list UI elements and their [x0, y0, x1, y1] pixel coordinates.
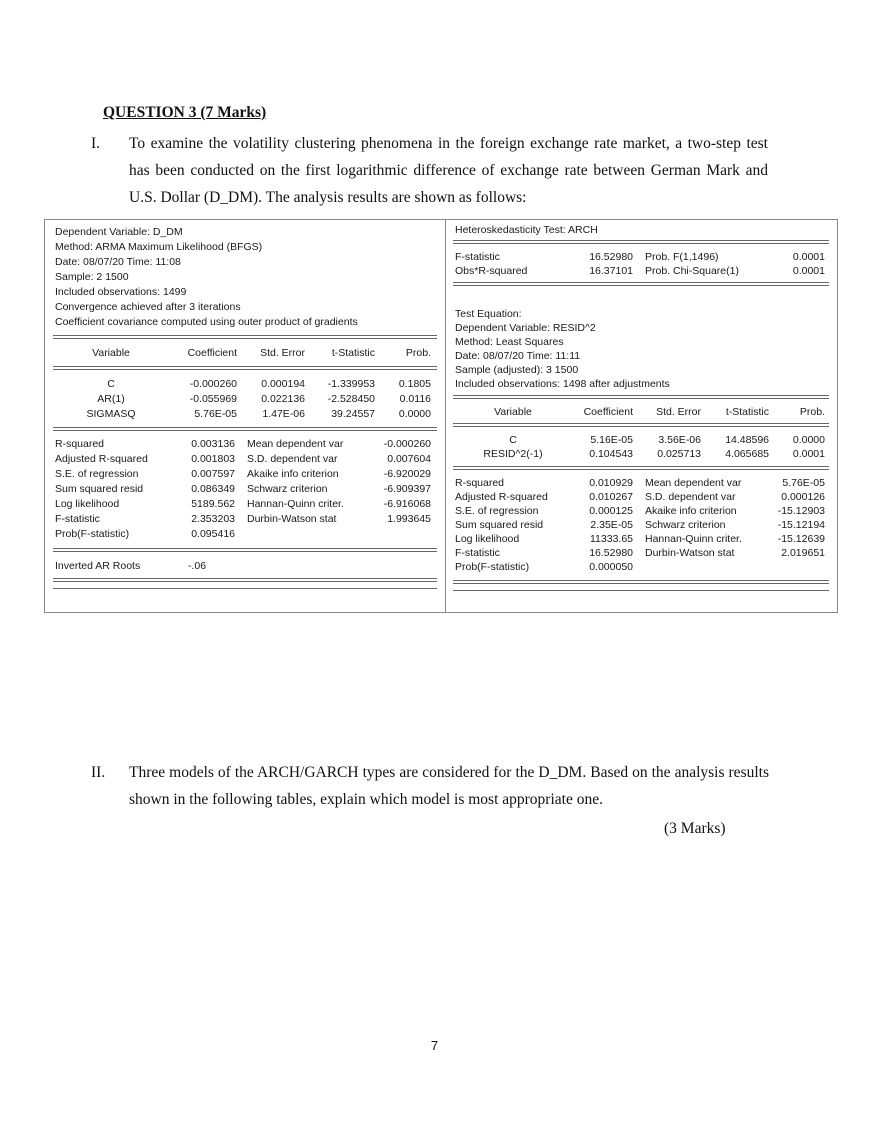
rule [53, 335, 437, 339]
stat-label: Adjusted R-squared [455, 491, 548, 503]
part-1-number: I. [91, 135, 101, 152]
stat-value: -6.916068 [383, 498, 431, 510]
stat-value: -15.12639 [777, 533, 825, 545]
test-value: 16.52980 [589, 251, 633, 263]
right-header-line: Date: 08/07/20 Time: 11:11 [455, 350, 581, 362]
cell: 4.065685 [725, 448, 769, 460]
arch-test-title: Heteroskedasticity Test: ARCH [455, 224, 598, 236]
stat-label: Hannan-Quinn criter. [247, 498, 344, 510]
right-header-line: Included observations: 1498 after adjustments [455, 378, 670, 390]
cell: 3.56E-06 [658, 434, 701, 446]
rule [453, 590, 829, 591]
cell: -2.528450 [327, 393, 375, 405]
stat-label: F-statistic [455, 547, 500, 559]
cell: C [107, 378, 115, 390]
cell: -0.055969 [189, 393, 237, 405]
cell: AR(1) [97, 393, 125, 405]
left-header-line: Convergence achieved after 3 iterations [55, 301, 241, 313]
stat-value: 2.353203 [191, 513, 235, 525]
stat-value: -6.909397 [383, 483, 431, 495]
stat-value: 0.010929 [589, 477, 633, 489]
cell: SIGMASQ [86, 408, 136, 420]
cell: 0.104543 [589, 448, 633, 460]
rule [53, 427, 437, 431]
rule [453, 282, 829, 286]
stat-label: R-squared [455, 477, 505, 489]
left-header-line: Sample: 2 1500 [55, 271, 129, 283]
cell: 5.76E-05 [194, 408, 237, 420]
cell: 39.24557 [331, 408, 375, 420]
stat-label: S.E. of regression [55, 468, 139, 480]
question-title: QUESTION 3 (7 Marks) [103, 104, 267, 121]
stat-label: Sum squared resid [55, 483, 144, 495]
cell: 0.025713 [657, 448, 701, 460]
stat-value: -15.12194 [777, 519, 825, 531]
stat-label: F-statistic [55, 513, 100, 525]
stat-value: 16.52980 [589, 547, 633, 559]
cell: RESID^2(-1) [483, 448, 543, 460]
cell: 0.0116 [399, 393, 431, 405]
test-label: Prob. Chi-Square(1) [645, 265, 739, 277]
stat-label: Adjusted R-squared [55, 453, 148, 465]
rule [53, 366, 437, 370]
left-header-line: Method: ARMA Maximum Likelihood (BFGS) [55, 241, 263, 253]
stat-label: S.E. of regression [455, 505, 539, 517]
stat-value: -15.12903 [777, 505, 825, 517]
left-header-line: Date: 08/07/20 Time: 11:08 [55, 256, 181, 268]
cell: 0.022136 [261, 393, 305, 405]
stat-value: 0.000050 [589, 561, 633, 573]
col-header: Variable [92, 347, 130, 359]
right-header-line: Test Equation: [455, 308, 522, 320]
stat-label: R-squared [55, 438, 105, 450]
stat-value: 11333.65 [589, 533, 633, 545]
stat-value: 0.001803 [191, 453, 235, 465]
col-header: Coefficient [187, 347, 237, 359]
test-value: 0.0001 [792, 251, 825, 263]
stat-label: Mean dependent var [247, 438, 344, 450]
stat-label: Hannan-Quinn criter. [645, 533, 742, 545]
page-number: 7 [430, 1038, 439, 1053]
cell: 0.000194 [261, 378, 305, 390]
cell: C [509, 434, 517, 446]
test-label: Obs*R-squared [455, 265, 528, 277]
part-2-number: II. [91, 764, 106, 781]
stat-label: Mean dependent var [645, 477, 742, 489]
col-header: t-Statistic [725, 406, 769, 418]
stat-label: Akaike info criterion [645, 505, 737, 517]
col-header: Prob. [405, 347, 431, 359]
stat-value: 1.993645 [387, 513, 431, 525]
test-value: 16.37101 [589, 265, 633, 277]
rule [453, 423, 829, 427]
stat-value: 0.007597 [191, 468, 235, 480]
stat-value: 0.095416 [191, 528, 235, 540]
stat-value: 0.003136 [191, 438, 235, 450]
cell: 0.1805 [398, 378, 431, 390]
right-header-line: Method: Least Squares [455, 336, 564, 348]
cell: 5.16E-05 [590, 434, 633, 446]
stat-value: 0.007604 [387, 453, 431, 465]
stat-value: 2.35E-05 [590, 519, 633, 531]
rule [453, 395, 829, 399]
stat-label: Durbin-Watson stat [645, 547, 735, 559]
test-label: F-statistic [455, 251, 500, 263]
stat-label: Akaike info criterion [247, 468, 339, 480]
panel-divider [445, 220, 446, 612]
cell: -0.000260 [189, 378, 237, 390]
cell: 1.47E-06 [262, 408, 305, 420]
rule [53, 578, 437, 582]
stat-value: 5.76E-05 [782, 477, 825, 489]
rule [453, 466, 829, 470]
cell: -1.339953 [327, 378, 375, 390]
col-header: Std. Error [656, 406, 701, 418]
cell: 14.48596 [725, 434, 769, 446]
test-label: Prob. F(1,1496) [645, 251, 719, 263]
left-header-line: Included observations: 1499 [55, 286, 187, 298]
col-header: Variable [494, 406, 532, 418]
stat-label: Log likelihood [455, 533, 520, 545]
left-header-line: Dependent Variable: D_DM [55, 226, 183, 238]
stat-label: Sum squared resid [455, 519, 544, 531]
col-header: Prob. [799, 406, 825, 418]
rule [453, 240, 829, 244]
part-2-text: Three models of the ARCH/GARCH types are considered for the D_DM. Based on the analysis results shown in the following tables, explain which model is most appropriate one. [129, 764, 769, 808]
rule [453, 580, 829, 584]
stat-label: S.D. dependent var [247, 453, 338, 465]
col-header: Coefficient [583, 406, 633, 418]
stat-value: 0.000126 [781, 491, 825, 503]
inverted-ar-roots-value: -.06 [188, 560, 207, 572]
rule [53, 588, 437, 589]
right-header-line: Sample (adjusted): 3 1500 [455, 364, 579, 376]
stat-value: 5189.562 [191, 498, 235, 510]
cell: 0.0000 [398, 408, 431, 420]
stat-label: Prob(F-statistic) [55, 528, 130, 540]
eviews-output-panel [44, 219, 838, 613]
part-1-text: To examine the volatility clustering phenomena in the foreign exchange rate market, a two-step test has been conducted on the first logarithmic difference of exchange rate between German Mark and U.S. Dollar (D_DM). The analysis results are shown as follows: [129, 135, 768, 206]
rule [53, 548, 437, 552]
stat-label: Schwarz criterion [645, 519, 726, 531]
stat-value: 0.010267 [589, 491, 633, 503]
stat-value: -0.000260 [383, 438, 431, 450]
stat-value: -6.920029 [383, 468, 431, 480]
left-header-line: Coefficient covariance computed using outer product of gradients [55, 316, 358, 328]
stat-label: Durbin-Watson stat [247, 513, 337, 525]
stat-label: S.D. dependent var [645, 491, 736, 503]
inverted-ar-roots-label: Inverted AR Roots [55, 560, 141, 572]
cell: 0.0001 [792, 448, 825, 460]
cell: 0.0000 [792, 434, 825, 446]
part-1 [91, 130, 768, 212]
right-header-line: Dependent Variable: RESID^2 [455, 322, 596, 334]
stat-label: Log likelihood [55, 498, 120, 510]
col-header: Std. Error [260, 347, 305, 359]
col-header: t-Statistic [331, 347, 375, 359]
part-2-marks: (3 Marks) [664, 820, 726, 837]
stat-value: 0.000125 [589, 505, 633, 517]
stat-value: 2.019651 [781, 547, 825, 559]
stat-label: Prob(F-statistic) [455, 561, 530, 573]
stat-label: Schwarz criterion [247, 483, 328, 495]
stat-value: 0.086349 [191, 483, 235, 495]
test-value: 0.0001 [792, 265, 825, 277]
